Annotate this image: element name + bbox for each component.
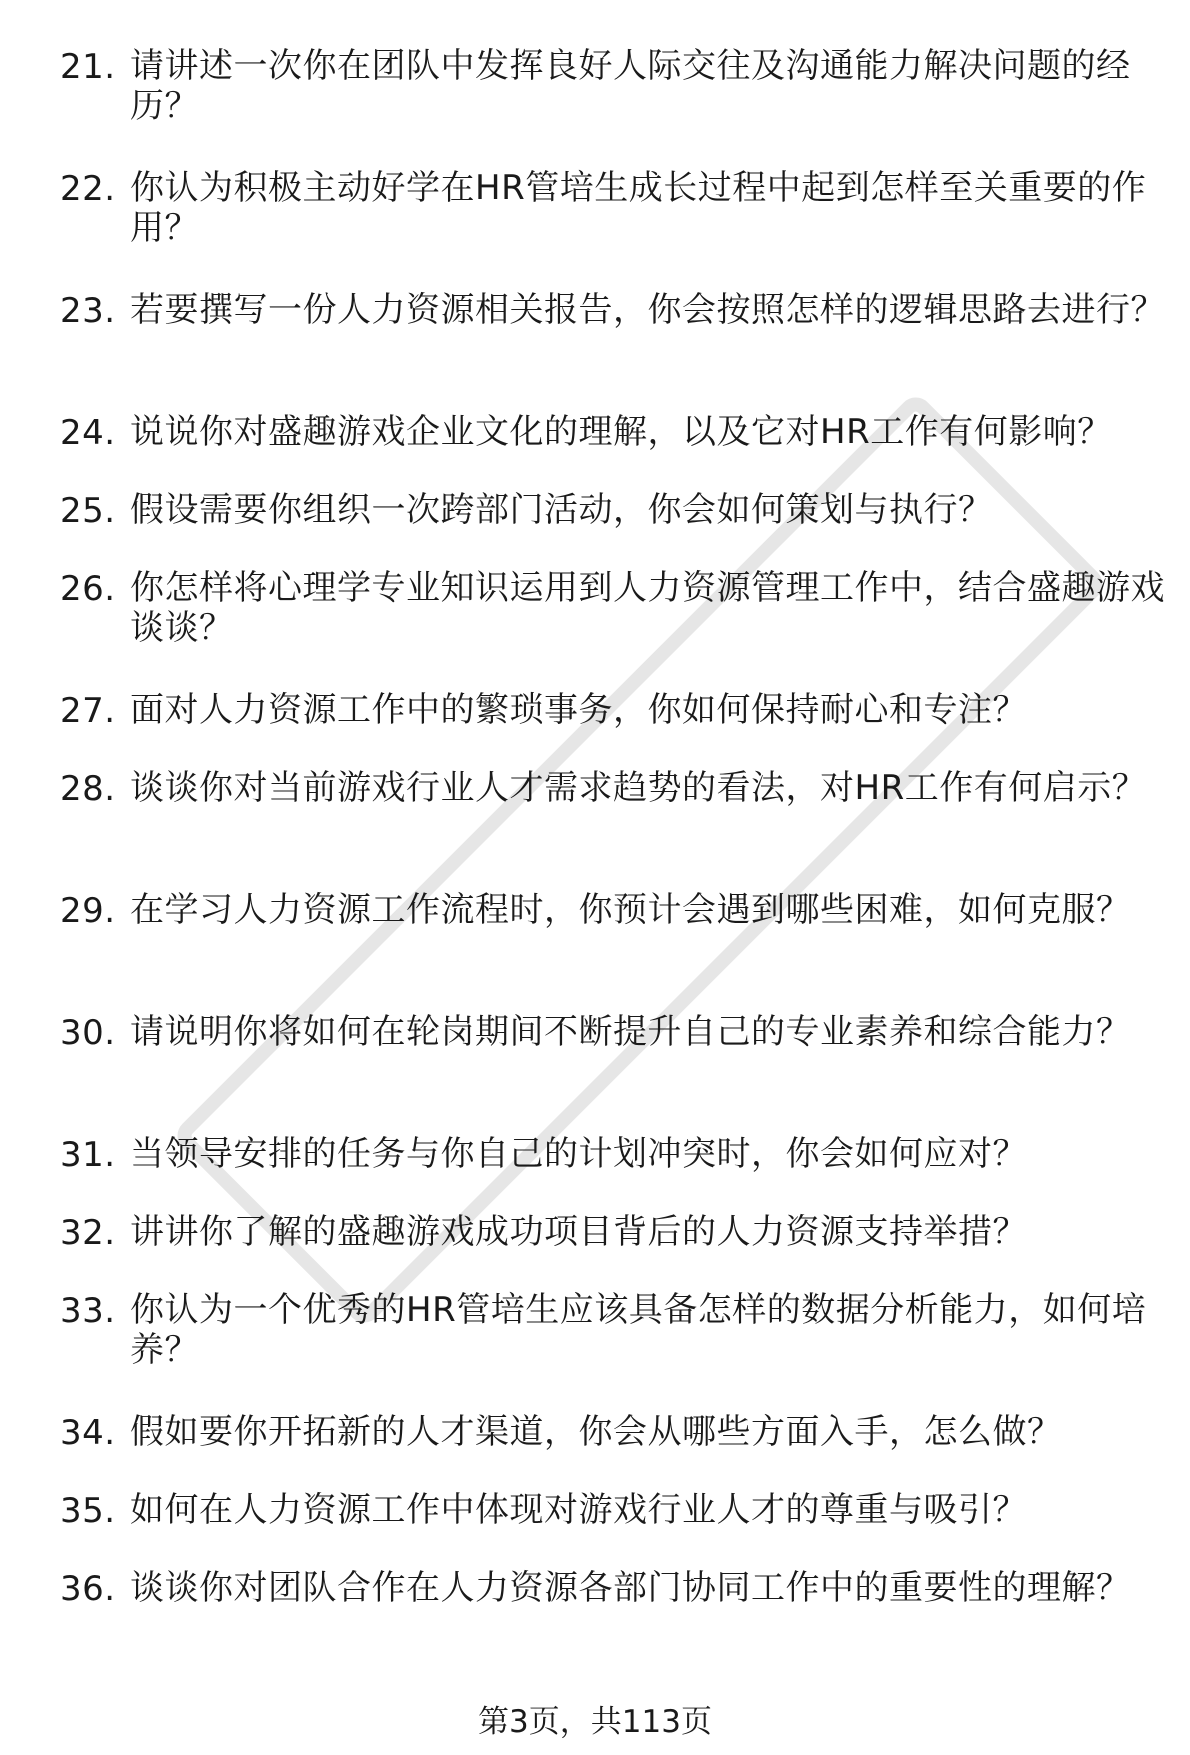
question-number: 28. [60,769,116,809]
question-text: 面对人力资源工作中的繁琐事务，你如何保持耐心和专注？ [130,690,1027,730]
question-number: 22. [60,169,116,209]
question-text: 若要撰写一份人力资源相关报告，你会按照怎样的逻辑思路去进行？ [130,290,1165,330]
question-item [0,1012,1190,1092]
question-text: 假如要你开拓新的人才渠道，你会从哪些方面入手，怎么做？ [130,1412,1062,1452]
question-item [0,1212,1190,1252]
question-item [0,1134,1190,1174]
question-item [0,568,1190,648]
question-text: 谈谈你对团队合作在人力资源各部门协同工作中的重要性的理解？ [130,1568,1131,1608]
question-item [0,412,1190,452]
question-text: 当领导安排的任务与你自己的计划冲突时，你会如何应对？ [130,1134,1027,1174]
question-item [0,890,1190,970]
question-number: 35. [60,1491,116,1531]
question-item [0,290,1190,370]
question-item [0,690,1190,730]
question-text: 如何在人力资源工作中体现对游戏行业人才的尊重与吸引？ [130,1490,1027,1530]
question-text: 讲讲你了解的盛趣游戏成功项目背后的人力资源支持举措？ [130,1212,1027,1252]
question-item [0,1290,1190,1370]
question-item [0,490,1190,530]
question-list [0,46,1190,1690]
question-text: 假设需要你组织一次跨部门活动，你会如何策划与执行？ [130,490,993,530]
page-footer: 第3页，共113页 [478,1704,712,1740]
question-number: 32. [60,1213,116,1253]
question-text: 说说你对盛趣游戏企业文化的理解，以及它对HR工作有何影响？ [130,412,1112,452]
question-number: 33. [60,1291,116,1331]
question-item [0,1412,1190,1452]
question-number: 31. [60,1135,116,1175]
question-text: 你怎样将心理学专业知识运用到人力资源管理工作中，结合盛趣游戏谈谈？ [130,568,1165,648]
question-item [0,46,1190,126]
question-number: 27. [60,691,116,731]
question-text: 你认为积极主动好学在HR管培生成长过程中起到怎样至关重要的作用？ [130,168,1147,248]
question-number: 25. [60,491,116,531]
question-item [0,1490,1190,1530]
question-text: 在学习人力资源工作流程时，你预计会遇到哪些困难，如何克服？ [130,890,1131,930]
question-item [0,168,1190,248]
question-number: 34. [60,1413,116,1453]
question-number: 21. [60,47,116,87]
question-text: 请说明你将如何在轮岗期间不断提升自己的专业素养和综合能力？ [130,1012,1131,1052]
question-number: 30. [60,1013,116,1053]
question-number: 26. [60,569,116,609]
question-text: 你认为一个优秀的HR管培生应该具备怎样的数据分析能力，如何培养？ [130,1290,1147,1370]
question-text: 请讲述一次你在团队中发挥良好人际交往及沟通能力解决问题的经历？ [130,46,1131,126]
question-number: 36. [60,1569,116,1609]
question-number: 23. [60,291,116,331]
question-number: 24. [60,413,116,453]
question-text: 谈谈你对当前游戏行业人才需求趋势的看法，对HR工作有何启示？ [130,768,1147,808]
question-item [0,768,1190,848]
question-item [0,1568,1190,1648]
question-number: 29. [60,891,116,931]
